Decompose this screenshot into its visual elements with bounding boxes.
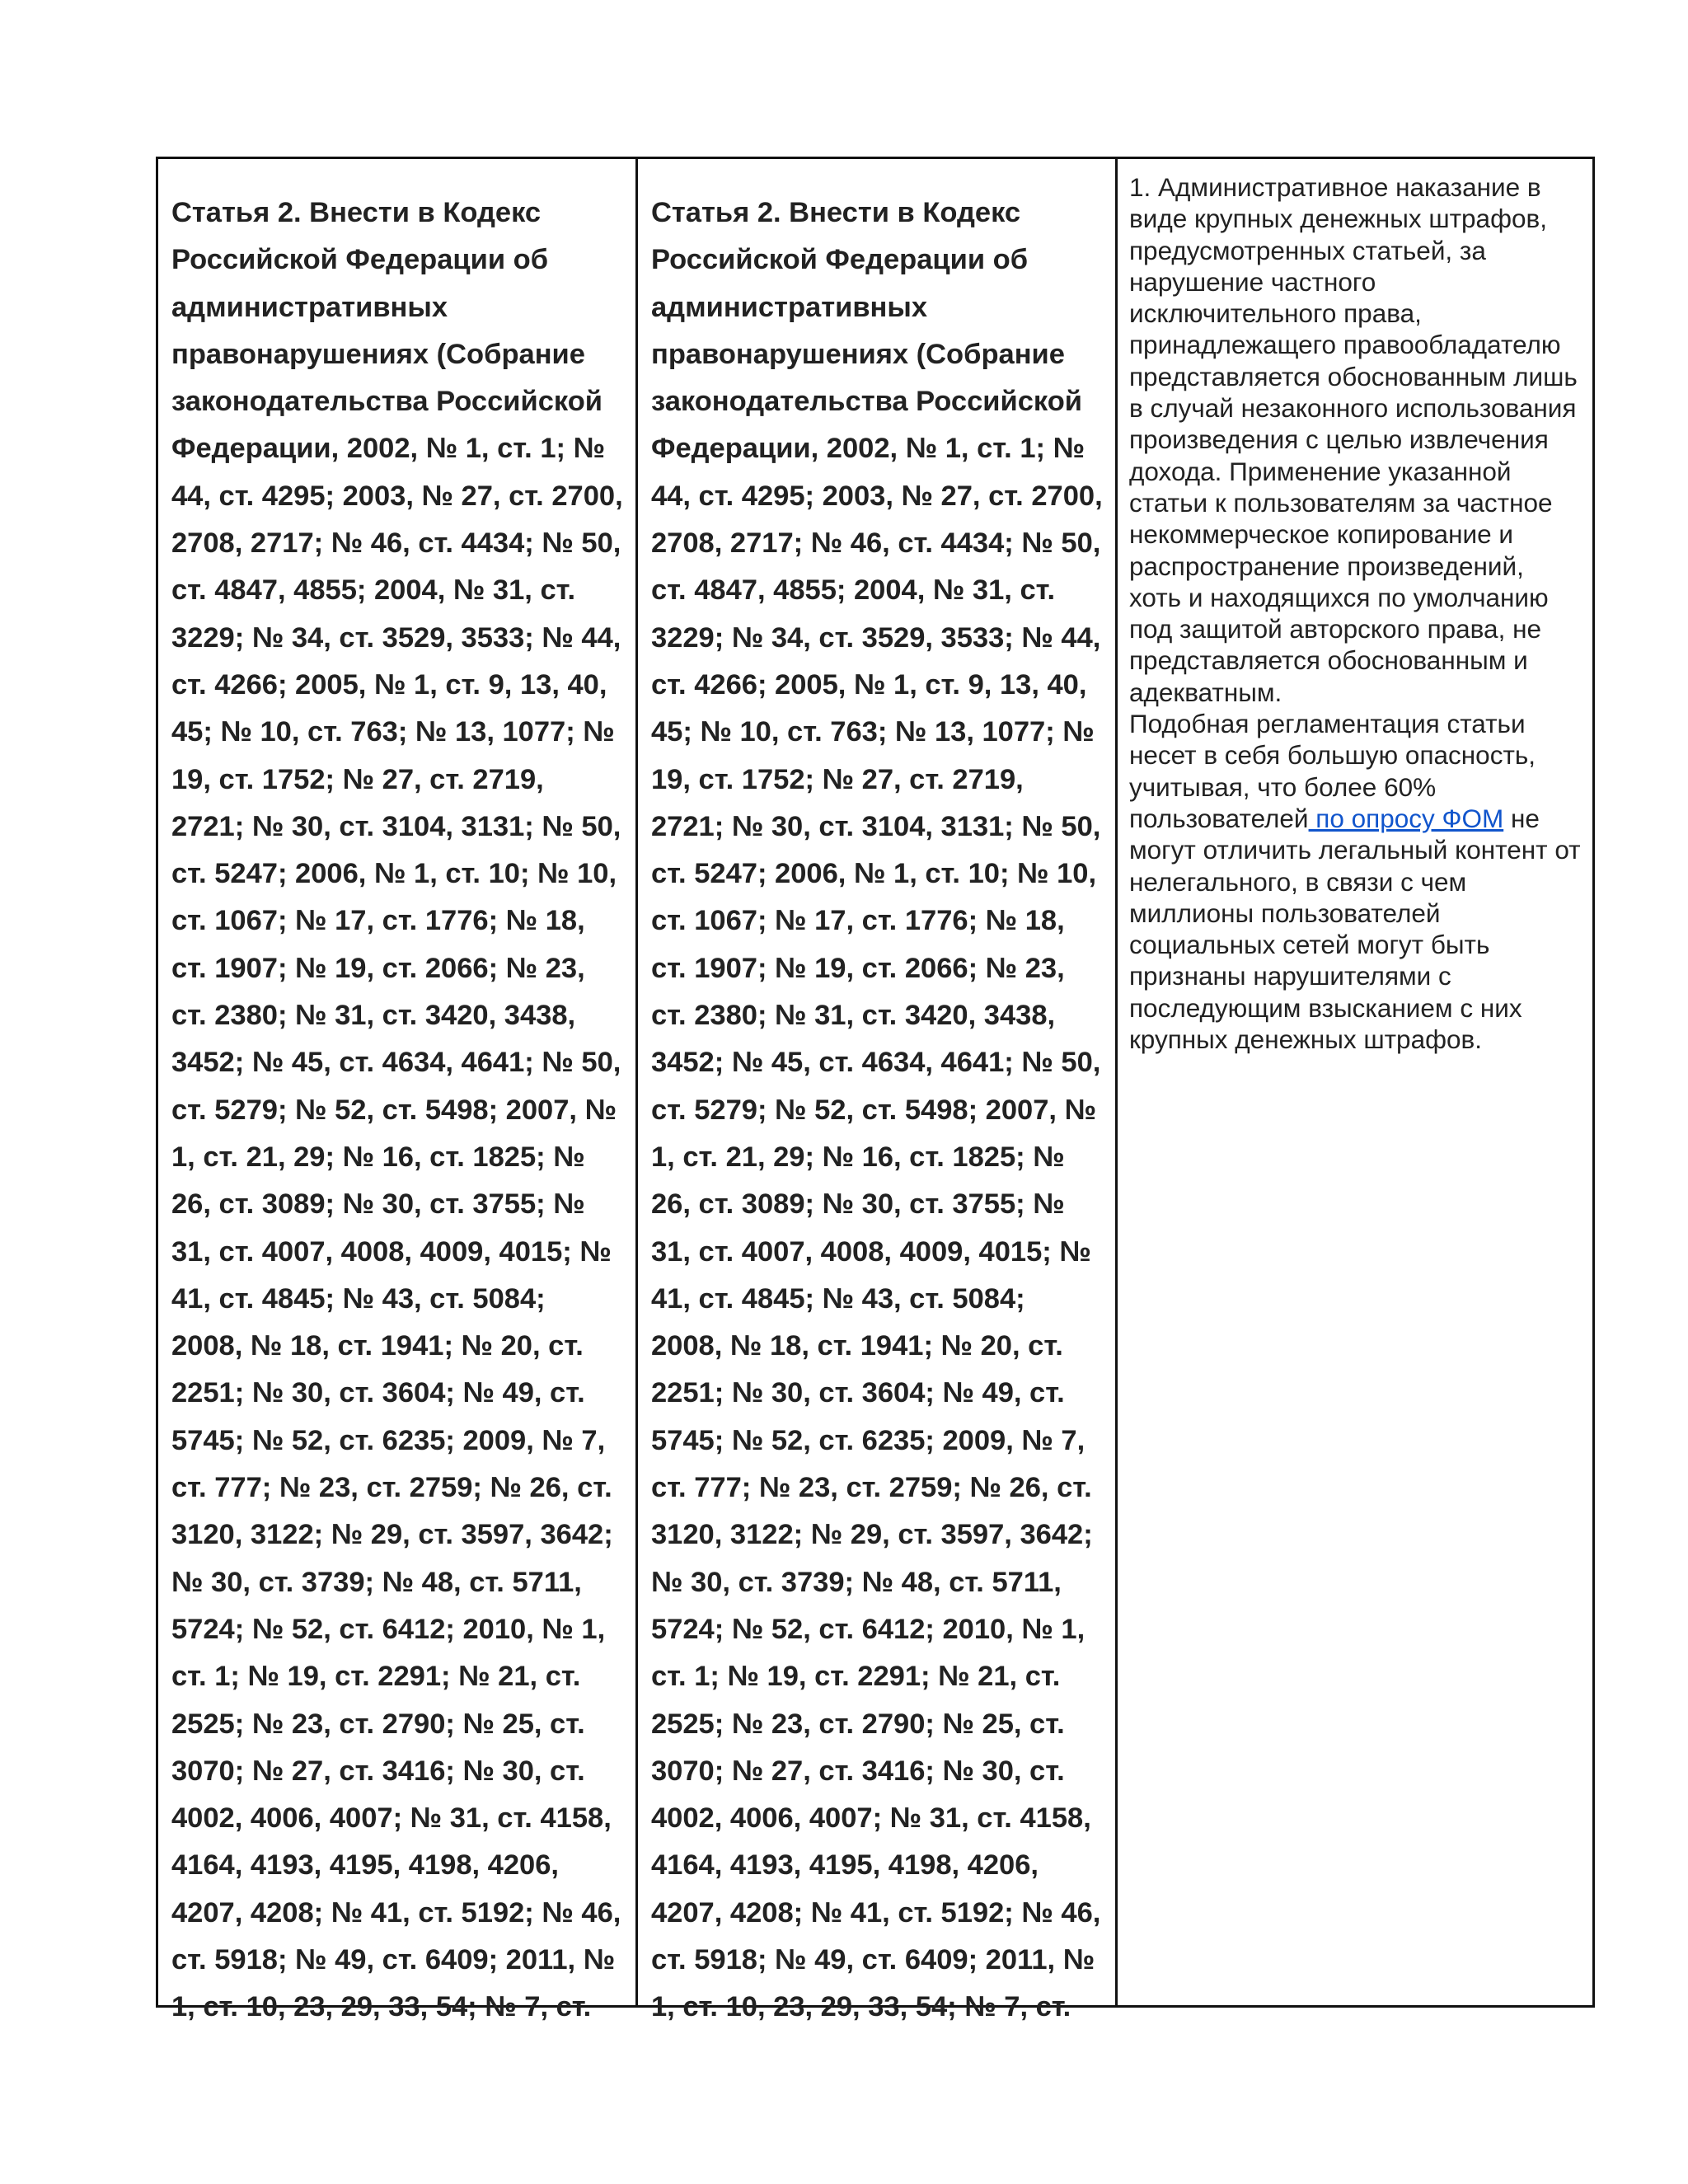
comment-text-before-link: Подобная регламентация статьи несет в себя большую опасность, учитывая, что более 60% пользователей (1129, 709, 1536, 833)
comment-text-after-link: не могут отличить легальный контент от нелегального, в связи с чем миллионы пользователей социальных сетей могут быть признаны нарушителями с последующим взысканием с них крупных денежных штрафов. (1129, 803, 1581, 1055)
table-cell-current-version (158, 159, 638, 2023)
table-cell-comment (1118, 159, 1592, 2005)
law-text-proposed: Статья 2. Внести в Кодекс Российской Федерации об административных правонарушениях (Собрание законодательства Российской Федерации, 2002, № 1, ст. 1; № 44, ст. 4295; 2003, № 27, ст. 2700, 2708, 2717; № 46, ст. 4434; № 50, ст. 4847, 4855; 2004, № 31, ст. 3229; № 34, ст. 3529, 3533; № 44, ст. 4266; 2005, № 1, ст. 9, 13, 40, 45; № 10, ст. 763; № 13, 1077; № 19, ст. 1752; № 27, ст. 2719, 2721; № 30, ст. 3104, 3131; № 50, ст. 5247; 2006, № 1, ст. 10; № 10, ст. 1067; № 17, ст. 1776; № 18, ст. 1907; № 19, ст. 2066; № 23, ст. 2380; № 31, ст. 3420, 3438, 3452; № 45, ст. 4634, 4641; № 50, ст. 5279; № 52, ст. 5498; 2007, № 1, ст. 21, 29; № 16, ст. 1825; № 26, ст. 3089; № 30, ст. 3755; № 31, ст. 4007, 4008, 4009, 4015; № 41, ст. 4845; № 43, ст. 5084; 2008, № 18, ст. 1941; № 20, ст. 2251; № 30, ст. 3604; № 49, ст. 5745; № 52, ст. 6235; 2009, № 7, ст. 777; № 23, ст. 2759; № 26, ст. 3120, 3122; № 29, ст. 3597, 3642; № 30, ст. 3739; № 48, ст. 5711, 5724; № 52, ст. 6412; 2010, № 1, ст. 1; № 19, ст. 2291; № 21, ст. 2525; № 23, ст. 2790; № 25, ст. 3070; № 27, ст. 3416; № 30, ст. 4002, 4006, 4007; № 31, ст. 4158, 4164, 4193, 4195, 4198, 4206, 4207, 4208; № 41, ст. 5192; № 46, ст. 5918; № 49, ст. 6409; 2011, № 1, ст. 10, 23, 29, 33, 54; № 7, ст. (651, 197, 1103, 2023)
comparison-table (156, 157, 1595, 2023)
law-text-current: Статья 2. Внести в Кодекс Российской Федерации об административных правонарушениях (Собрание законодательства Российской Федерации, 2002, № 1, ст. 1; № 44, ст. 4295; 2003, № 27, ст. 2700, 2708, 2717; № 46, ст. 4434; № 50, ст. 4847, 4855; 2004, № 31, ст. 3229; № 34, ст. 3529, 3533; № 44, ст. 4266; 2005, № 1, ст. 9, 13, 40, 45; № 10, ст. 763; № 13, 1077; № 19, ст. 1752; № 27, ст. 2719, 2721; № 30, ст. 3104, 3131; № 50, ст. 5247; 2006, № 1, ст. 10; № 10, ст. 1067; № 17, ст. 1776; № 18, ст. 1907; № 19, ст. 2066; № 23, ст. 2380; № 31, ст. 3420, 3438, 3452; № 45, ст. 4634, 4641; № 50, ст. 5279; № 52, ст. 5498; 2007, № 1, ст. 21, 29; № 16, ст. 1825; № 26, ст. 3089; № 30, ст. 3755; № 31, ст. 4007, 4008, 4009, 4015; № 41, ст. 4845; № 43, ст. 5084; 2008, № 18, ст. 1941; № 20, ст. 2251; № 30, ст. 3604; № 49, ст. 5745; № 52, ст. 6235; 2009, № 7, ст. 777; № 23, ст. 2759; № 26, ст. 3120, 3122; № 29, ст. 3597, 3642; № 30, ст. 3739; № 48, ст. 5711, 5724; № 52, ст. 6412; 2010, № 1, ст. 1; № 19, ст. 2291; № 21, ст. 2525; № 23, ст. 2790; № 25, ст. 3070; № 27, ст. 3416; № 30, ст. 4002, 4006, 4007; № 31, ст. 4158, 4164, 4193, 4195, 4198, 4206, 4207, 4208; № 41, ст. 5192; № 46, ст. 5918; № 49, ст. 6409; 2011, № 1, ст. 10, 23, 29, 33, 54; № 7, ст. (171, 197, 623, 2023)
comment-paragraph-2 (1129, 708, 1581, 1055)
fom-survey-link[interactable]: по опросу ФОМ (1308, 803, 1504, 833)
table-cell-proposed-version (638, 159, 1118, 2023)
comment-text (1118, 159, 1592, 1055)
comment-paragraph-1: 1. Административное наказание в виде крупных денежных штрафов, предусмотренных статьей, за нарушение частного исключительного права, принадлежащего правообладателю представляется обоснованным лишь в случай незаконного использования произведения с целью извлечения дохода. Применение указанной статьи к пользователям за частное некоммерческое копирование и распространение произведений, хоть и находящихся по умолчанию под защитой авторского права, не представляется обоснованным и адекватным. (1129, 172, 1578, 707)
